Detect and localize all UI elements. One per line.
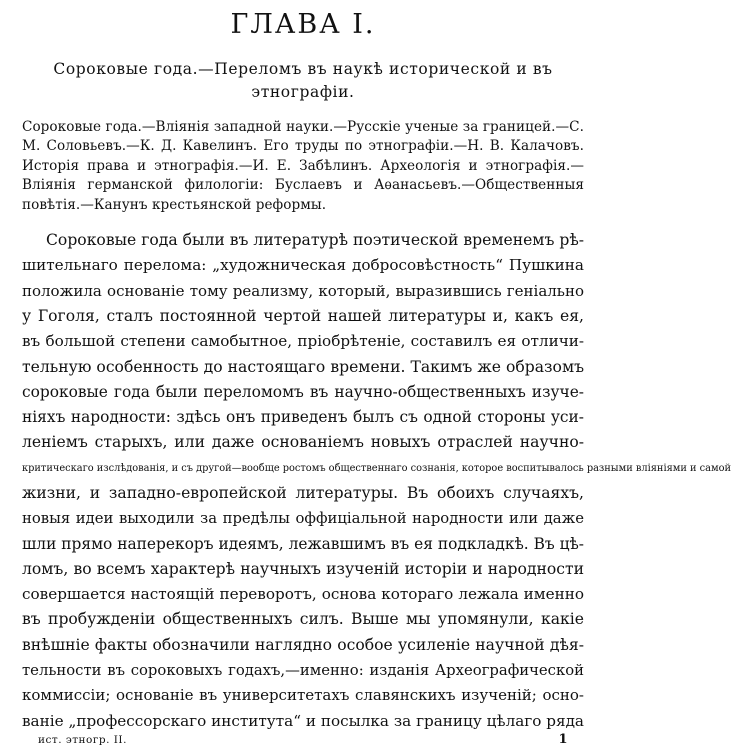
body-line: новыя идеи выходили за предѣлы оффиціальной народности или даже — [22, 510, 584, 528]
body-line: въ пробужденіи общественныхъ силъ. Выше мы упомянули, какіе — [22, 610, 584, 629]
body-line: коммиссіи; основаніе въ университетахъ славянскихъ изученій; осно- — [22, 686, 584, 705]
body-line: шли прямо наперекоръ идеямъ, лежавшимъ въ ея подкладкѣ. Въ цѣ- — [22, 534, 584, 553]
body-line: ваніе „профессорскаго института“ и посылка за границу цѣлаго ряда — [22, 711, 584, 730]
body-line: шительнаго перелома: „художническая добросовѣстность“ Пушкина — [22, 256, 584, 275]
body-line: внѣшніе факты обозначили наглядно особое усиленіе научной дѣя- — [22, 635, 584, 654]
body-line: положила основаніе тому реализму, который, выразившись геніально — [22, 281, 584, 300]
printer-signature: ист. этногр. II. — [38, 734, 127, 746]
body-text — [22, 228, 731, 734]
body-line: совершается настоящій переворотъ, основа котораго лежала именно — [22, 585, 584, 604]
book-page — [22, 8, 731, 734]
body-line: критическаго изслѣдованія, и съ другой—вообще ростомъ общественнаго сознанія, которое воспитывалось разными вліяніями и самой — [22, 462, 731, 474]
page-number: 1 — [558, 732, 568, 747]
body-line: у Гоголя, сталъ постоянной чертой нашей литературы и, какъ ея, — [22, 306, 584, 325]
body-line: Сороковые года были въ литературѣ поэтической временемъ рѣ- — [46, 231, 584, 250]
body-line: ніяхъ народности: здѣсь онъ приведенъ былъ съ одной стороны уси- — [22, 408, 584, 427]
body-line: леніемъ старыхъ, или даже основаніемъ новыхъ отраслей научно- — [22, 433, 584, 452]
body-line: жизни, и западно-европейской литературы. Въ обоихъ случаяхъ, — [22, 484, 584, 502]
body-line: въ большой степени самобытное, пріобрѣтеніе, составилъ ея отличи- — [22, 332, 584, 351]
body-line: тельную особенность до настоящаго времени. Такимъ же образомъ — [22, 357, 584, 376]
page-footer — [38, 734, 568, 752]
chapter-summary: Сороковые года.—Вліянія западной науки.—Русскіе ученые за границей.—С. М. Соловьевъ.—К. Д. Кавелинъ. Его труды по этнографіи.—Н. В. Калачовъ. Исторія права и этнографія.—И. Е. Забѣлинъ. Археологія и этнографія.—Вліянія германской филологіи: Буслаевъ и Аѳанасьевъ.—Общественныя повѣтія.—Канунъ крестьянской реформы. — [22, 119, 584, 213]
section-title: Сороковые года.—Переломъ въ наукѣ исторической и въ этнографіи. — [53, 60, 553, 101]
chapter-title: ГЛАВА I. — [230, 9, 376, 40]
body-line: ломъ, во всемъ характерѣ научныхъ изученій исторіи и народности — [22, 559, 584, 578]
body-line: тельности въ сороковыхъ годахъ,—именно: изданія Археографической — [22, 662, 584, 680]
body-line: сороковые года были переломомъ въ научно-общественныхъ изуче- — [22, 382, 584, 401]
